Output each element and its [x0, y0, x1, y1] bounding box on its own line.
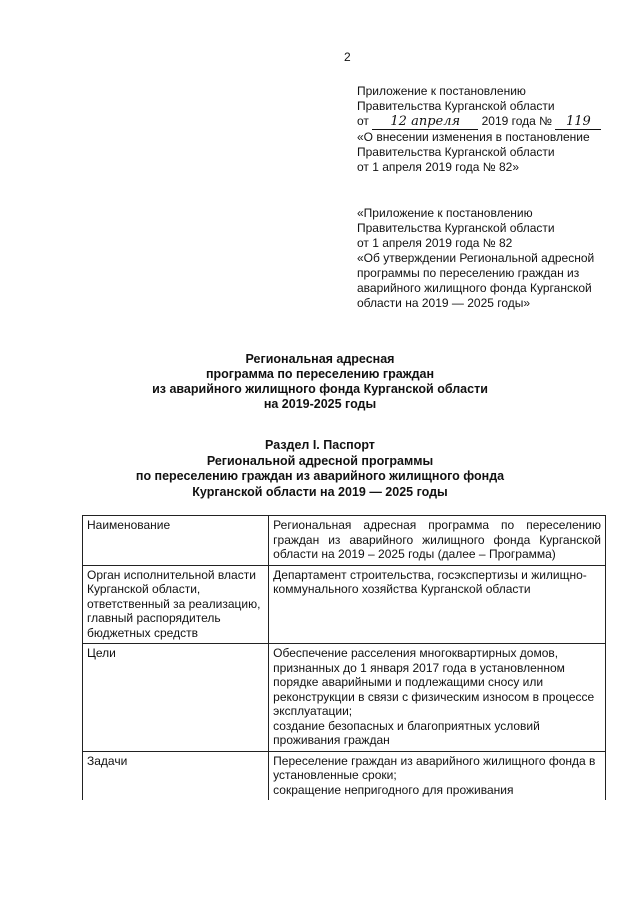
- handwritten-date: 12 апреля: [372, 115, 478, 130]
- appendix-quote-line: «Приложение к постановлению: [357, 206, 533, 220]
- row-label: [83, 751, 269, 800]
- date-suffix: 2019 года №: [481, 114, 553, 128]
- row-value: [269, 565, 606, 644]
- handwritten-number: 119: [555, 115, 601, 130]
- row-label-text: Задачи: [87, 753, 128, 768]
- table-row: [83, 751, 606, 800]
- appendix-quote-line: области на 2019 — 2025 годы»: [357, 296, 531, 310]
- table-row: [83, 565, 606, 644]
- appendix-quote-line: от 1 апреля 2019 года № 82: [357, 236, 513, 250]
- row-value-text: Переселение граждан из аварийного жилищного фонда в установленные сроки;: [273, 753, 596, 782]
- section-title-line: Региональной адресной программы: [206, 453, 434, 468]
- section-title: [0, 438, 640, 500]
- section-title-line: Курганской области на 2019 — 2025 годы: [192, 484, 448, 499]
- appendix-line-1: Приложение к постановлению: [357, 84, 526, 98]
- row-label: [83, 644, 269, 752]
- row-label: [83, 565, 269, 644]
- appendix-quote-line: аварийного жилищного фонда Курганской: [357, 281, 592, 295]
- row-value: [269, 644, 606, 752]
- row-label-text: Цели: [87, 646, 116, 660]
- row-value: [269, 751, 606, 800]
- row-value-text: создание безопасных и благоприятных условий проживания граждан: [273, 718, 540, 747]
- section-title-line: по переселению граждан из аварийного жилищного фонда: [135, 469, 505, 483]
- table-row: [83, 516, 606, 566]
- page-number: 2: [344, 50, 351, 64]
- program-title: [0, 352, 640, 412]
- appendix-line-6: от 1 апреля 2019 года № 82»: [357, 160, 519, 174]
- table-row: [83, 644, 606, 752]
- appendix-date-line: [357, 114, 622, 130]
- row-label-text: Наименование: [87, 518, 171, 532]
- row-value: [269, 516, 606, 566]
- program-title-line: на 2019-2025 годы: [263, 397, 377, 411]
- appendix-line-5: Правительства Курганской области: [357, 145, 555, 159]
- row-value-text: Департамент строительства, госэкспертизы и жилищно-коммунального хозяйства Курганской области: [273, 567, 587, 596]
- appendix-quote: [357, 206, 622, 311]
- appendix-header: [357, 84, 622, 175]
- passport-table: [82, 515, 606, 800]
- row-value-text: Региональная адресная программа по переселению граждан из аварийного жилищного фонда Курганской области на 2019 – 2025 годы (далее – Программа): [273, 518, 601, 561]
- row-label: [83, 516, 269, 566]
- appendix-quote-line: программы по переселению граждан из: [357, 266, 580, 280]
- appendix-line-2: Правительства Курганской области: [357, 99, 555, 113]
- row-value-text: сокращение непригодного для проживания: [273, 782, 514, 797]
- program-title-line: из аварийного жилищного фонда Курганской области: [152, 382, 488, 396]
- appendix-quote-line: «Об утверждении Региональной адресной: [357, 251, 595, 265]
- appendix-quote-line: Правительства Курганской области: [357, 221, 555, 235]
- program-title-line: программа по переселению граждан: [205, 367, 435, 381]
- appendix-line-4: «О внесении изменения в постановление: [357, 130, 590, 144]
- date-prefix: от: [357, 114, 369, 128]
- program-title-line: Региональная адресная: [245, 352, 395, 366]
- row-value-text: Обеспечение расселения многоквартирных домов, признанных до 1 января 2017 года в установленном порядке аварийными и подлежащими сносу или реконструкции в связи с физическим износом в процессе эксплуатации;: [273, 646, 595, 718]
- section-title-line: Раздел I. Паспорт: [265, 438, 375, 452]
- row-label-text: Орган исполнительной власти Курганской области, ответственный за реализацию, главный распорядитель бюджетных средств: [87, 567, 261, 640]
